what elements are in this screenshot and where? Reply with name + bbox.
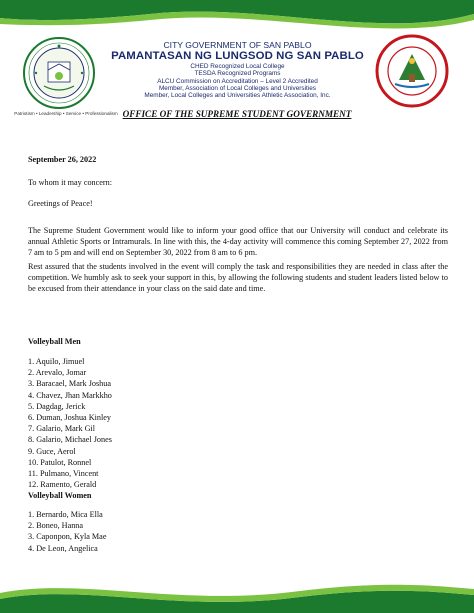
list-item: 5. Dagdag, Jerick bbox=[28, 401, 86, 411]
city-government-title: CITY GOVERNMENT OF SAN PABLO bbox=[163, 40, 312, 50]
list-item: 7. Galario, Mark Gil bbox=[28, 424, 96, 434]
list-item: 2. Boneo, Hanna bbox=[28, 521, 84, 531]
office-title: OFFICE OF THE SUPREME STUDENT GOVERNMENT bbox=[122, 109, 352, 119]
list-item: 1. Aquilo, Jimuel bbox=[28, 357, 85, 366]
footer-wave-decoration bbox=[0, 573, 474, 613]
accreditation-line: TESDA Recognized Programs bbox=[194, 70, 281, 78]
letter-greeting: Greetings of Peace! bbox=[28, 199, 93, 208]
volleyball-men-heading: Volleyball Men bbox=[28, 337, 81, 346]
letter-date: September 26, 2022 bbox=[28, 155, 97, 164]
accreditation-line: CHED Recognized Local College bbox=[190, 63, 285, 70]
letter-salutation: To whom it may concern: bbox=[28, 178, 113, 187]
letter-paragraph: Rest assured that the students involved in the event will comply the task and responsibilities they are needed in class after the competition. We humbly ask to seek your support in this, by allowing the following students and student leaders listed below to be excused from their attendance in your class on the said date and time. bbox=[28, 262, 448, 294]
list-item: 3. Baracael, Mark Joshua bbox=[28, 379, 111, 389]
list-item: 10. Patulot, Ronnel bbox=[28, 457, 92, 467]
volleyball-women-heading: Volleyball Women bbox=[28, 491, 92, 500]
university-name: PAMANTASAN NG LUNGSOD NG SAN PABLO bbox=[111, 50, 364, 62]
list-item: 2. Arevalo, Jomar bbox=[28, 368, 87, 378]
university-tagline: Patriotism • Leadership • Service • Professionalism bbox=[14, 111, 118, 116]
list-item: 9. Guce, Aerol bbox=[28, 446, 76, 456]
list-item: 1. Bernardo, Mica Ella bbox=[28, 510, 103, 519]
list-item: 4. Chavez, Jhan Markkho bbox=[28, 390, 112, 400]
list-item: 12. Ramento, Gerald bbox=[28, 480, 97, 490]
letter-paragraph: The Supreme Student Government would like to inform your good office that our University will conduct and celebrate its annual Athletic Sports or Intramurals. In line with this, the 4-day activity will commence this coming September 27, 2022 from 7 am to 5 pm and will end on September 30, 2022 from 8 am to 6 pm. bbox=[28, 226, 448, 258]
university-seal-logo bbox=[22, 36, 96, 110]
list-item: 3. Caponpon, Kyla Mae bbox=[28, 532, 107, 542]
volleyball-men-list bbox=[28, 356, 448, 490]
accreditation-line: ALCU Commission on Accreditation – Level 2 Accredited bbox=[157, 77, 318, 85]
city-official-seal-logo bbox=[375, 34, 449, 108]
accreditation-line: Member, Local Colleges and Universities Athletic Association, Inc. bbox=[144, 92, 331, 100]
list-item: 6. Duman, Joshua Kinley bbox=[28, 412, 112, 422]
list-item: 11. Pulmano, Vincent bbox=[28, 468, 99, 478]
letterhead bbox=[100, 40, 375, 99]
list-item: 8. Galario, Michael Jones bbox=[28, 435, 112, 445]
list-item: 4. De Leon, Angelica bbox=[28, 543, 98, 553]
volleyball-women-list bbox=[28, 509, 448, 554]
accreditation-line: Member, Association of Local Colleges and Universities bbox=[158, 84, 316, 92]
